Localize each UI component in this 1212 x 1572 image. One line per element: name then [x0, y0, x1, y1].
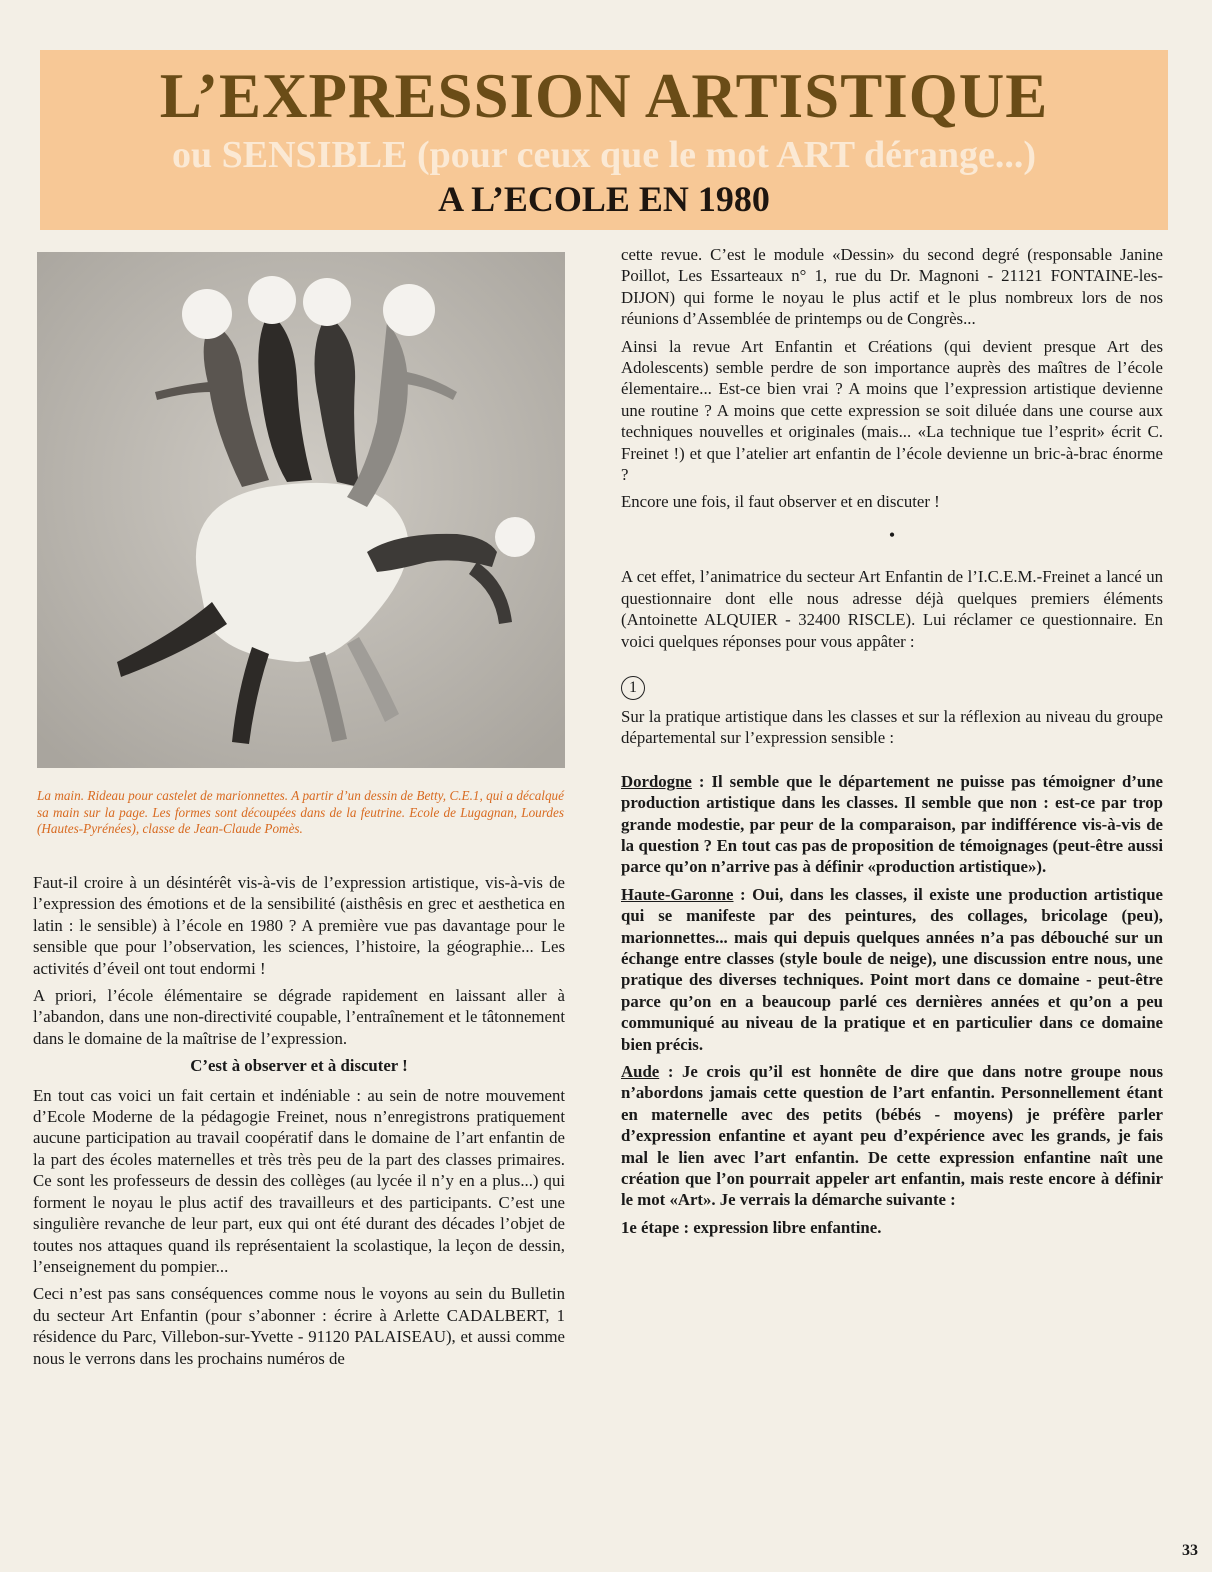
- dordogne-paragraph: [621, 771, 1163, 878]
- paragraph: Faut-il croire à un désintérêt vis-à-vis de l’expression artistique, vis-à-vis de l’expression des émotions et de la sensibilité (aisthêsis en grec et aesthetica en latin : le sensible) à l’école en 1980 ? A première vue pas davantage pour le sensible que pour l’observation, les sciences, l’histoire, la géographie... Les activités d’éveil ont tout endormi !: [33, 873, 565, 978]
- paragraph: Ainsi la revue Art Enfantin et Créations (qui devient presque Art des Adolescents) semble perdre de son importance auprès des maîtres de l’école élementaire... Est-ce bien vrai ? A moins que l’expression artistique devienne une routine ? A moins que cette expression se soit diluée dans une course aux techniques nouvelles et originales (mais... «La technique tue l’esprit» écrit C. Freinet !) et que l’atelier art enfantin de l’école devienne un bric-à-brac énorme ?: [621, 336, 1163, 485]
- figure-1-head: [182, 289, 232, 339]
- left-column: [33, 872, 565, 1375]
- felt-hand-illustration: [37, 252, 565, 768]
- step-line: 1e étape : expression libre enfantine.: [621, 1217, 882, 1237]
- page-title: L’EXPRESSION ARTISTIQUE: [159, 61, 1049, 131]
- paragraph: Encore une fois, il faut observer et en discuter !: [621, 492, 940, 512]
- aude-label: Aude: [621, 1062, 660, 1081]
- right-column: [621, 244, 1163, 1244]
- felt-hand-photo: [37, 252, 565, 768]
- title-banner: [40, 50, 1168, 230]
- page-subtitle: ou SENSIBLE (pour ceux que le mot ART dérange...): [172, 134, 1036, 176]
- paragraph: En tout cas voici un fait certain et indéniable : au sein de notre mouvement d’Ecole Moderne de la pédagogie Freinet, nous n’enregistrons pratiquement aucune participation au travail coopératif dans le domaine de l’art enfantin de la part des écoles maternelles et très très peu de la part des classes primaires. Ce sont les professeurs de dessin des collèges (au lycée il n’y en a plus...) qui forment le noyau le plus actif des travailleurs et des participants. C’est une singulière revanche de leur part, eux qui ont été durant des décades l’objet de toutes nos attaques quand ils représentaient la scolastique, la leçon de dessin, l’enseignement du pompier...: [33, 1085, 565, 1276]
- page-number: 33: [1182, 1542, 1198, 1559]
- paragraph: A priori, l’école élémentaire se dégrade rapidement en laissant aller à l’abandon, dans une non-directivité coupable, l’entraînement et le tâtonnement dans le domaine de la maîtrise de l’expression.: [33, 986, 565, 1048]
- dordogne-label: Dordogne: [621, 771, 692, 791]
- haute-garonne-label: Haute-Garonne: [621, 884, 734, 904]
- figure-3-head: [303, 278, 351, 326]
- paragraph: Sur la pratique artistique dans les classes et sur la réflexion au niveau du groupe départemental sur l’expression sensible :: [621, 706, 1163, 748]
- numbered-circle: 1: [621, 676, 645, 700]
- photo-caption: La main. Rideau pour castelet de marionnettes. A partir d’un dessin de Betty, C.E.1, qui a décalqué sa main sur la page. Les formes sont découpées dans de la feutrine. Ecole de Lugagnan, Lourdes (Hautes-Pyrénées), classe de Jean-Claude Pomès.: [37, 788, 564, 836]
- paragraph: A cet effet, l’animatrice du secteur Art Enfantin de l’I.C.E.M.-Freinet a lancé un questionnaire dont elle nous adresse déjà quelques premiers éléments (Antoinette ALQUIER - 32400 RISCLE). Lui réclamer ce questionnaire. En voici quelques réponses pour vous appâter :: [621, 567, 1163, 651]
- figure-4-head: [383, 284, 435, 336]
- haute-garonne-paragraph: [621, 884, 1163, 1055]
- aude-paragraph: [621, 1061, 1163, 1211]
- paragraph: Ceci n’est pas sans conséquences comme nous le voyons au sein du Bulletin du secteur Art Enfantin (pour s’abonner : écrire à Arlette CADALBERT, 1 résidence du Parc, Villebon-sur-Yvette - 91120 PALAISEAU), et aussi comme nous le verrons dans les prochains numéros de: [33, 1284, 565, 1368]
- section-subhead: C’est à observer et à discuter !: [190, 1056, 408, 1076]
- figure-2-head: [248, 276, 296, 324]
- dordogne-text: : Il semble que le département ne puisse pas témoigner d’une production artistique dans les classes. Il semble que non : est-ce par trop grande modestie, par peur de la comparaison, par indifférence vis-à-vis de la question ? En tout cas pas de proposition de témoignages (peut-être aussi parce qu’on n’arrive pas à définir «production artistique»).: [621, 771, 1163, 877]
- paragraph: cette revue. C’est le module «Dessin» du second degré (responsable Janine Poillot, Les Essarteaux n° 1, rue du Dr. Magnoni - 21121 FONTAINE-les-DIJON) qui forme le noyau le plus actif et le plus nombreux lors de nos réunions d’Assemblée de printemps ou de Congrès...: [621, 245, 1163, 329]
- haute-garonne-text: : Oui, dans les classes, il existe une production artistique qui se manifeste par des peintures, des collages, bricolage (peu), marionnettes... mais qui depuis quelques années n’a pas débouché sur un échange entre classes (style boule de neige), une discussion entre nous, une pratique des diverses techniques. Point mort dans ce domaine - peut-être parce qu’on en a beaucoup parlé ces dernières années et qu’on a peu communiqué au niveau de la pratique et en particulier dans ce domaine bien précis.: [621, 884, 1163, 1054]
- page-title-line3: A L’ECOLE EN 1980: [438, 179, 770, 219]
- aude-text: : Je crois qu’il est honnête de dire que dans notre groupe nous n’abordons jamais cette question de l’art enfantin. Personnellement étant en maternelle avec des petits (bébés - moyens) je préfère parler d’expression enfantine et ayant peu d’expérience avec les grands, je fais mal le lien avec l’art enfantin. De cette expression enfantine naît une création que l’on pourrait appeler art enfantin, mais reste encore à définir le mot «Art». Je verrais la démarche suivante :: [621, 1062, 1163, 1210]
- section-dot: •: [888, 524, 896, 545]
- thumb-figure-head: [495, 517, 535, 557]
